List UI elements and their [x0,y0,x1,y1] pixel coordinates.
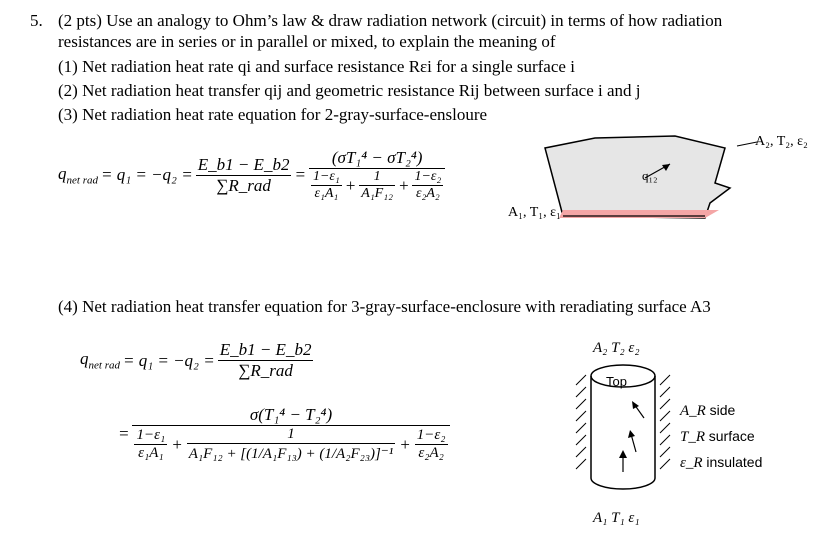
hatch-right [660,375,670,469]
enclosure-base [559,210,719,218]
eq1-frac-emissive: $\frac{E\_b1 - E\_b2}{\text{∑R\_rad}}$ [197,154,290,195]
item-2: (2) Net radiation heat transfer qij and geometric resistance Rij between surface i and j [58,81,641,100]
equation-1: $q_{net rad}$ = q₁ = −q₂ = $\frac{E\_b1 - E\_b2}{\text{∑R\_rad}}$ = (σT₁⁴ − σT₂⁴) $\frac{\text{1−ε₁}}{\text{ε₁A₁}}$ + $\frac{1}{\text{A₁F₁₂}}$ + $\frac{\text{1−ε₂}}{\text{ε₂A₂}}$ [58,148,445,202]
hatch-left [576,375,586,469]
cylinder-bottom [591,478,655,489]
fig2-bottom-label: A₁ T₁ ε₁ [593,510,640,526]
fig2-top-word: Top [606,374,627,389]
fig2-top-label: A₂ T₂ ε₂ [593,340,640,356]
eq2-frac-main: σ(T₁⁴ − T₂⁴) $\frac{\text{1−ε₁}}{\text{ε₁A₁}}$ + $\frac{1}{\text{A₁F₁₂ + [(1/A₁F₁₃) + (1/A₂F₂₃)]⁻¹}}$ + $\frac{\text{1−ε₂}}{\text{ε₂A₂}}$ [132,405,449,463]
fig1-arrow-label: q₁₂ [642,168,658,183]
eq2-frac-emissive: $\frac{E\_b1 - E\_b2}{\text{∑R\_rad}}$ [219,340,312,380]
equation-2-line2: = σ(T₁⁴ − T₂⁴) $\frac{\text{1−ε₁}}{\text{ε₁A₁}}$ + $\frac{1}{\text{A₁F₁₂ + [(1/A₁F₁₃) + (1/A₂F₂₃)]⁻¹}}$ + $\frac{\text{1−ε₂}}{\text{ε₂A₂}}$ [118,405,450,463]
item-3: (3) Net radiation heat rate equation for 2-gray-surface-ensloure [58,105,488,124]
problem-statement-line2: resistances are in series or in parallel or mixed, to explain the meaning of [58,32,556,51]
item-1: (1) Net radiation heat rate qi and surface resistance Rεi for a single surface i [58,57,575,76]
item-4: (4) Net radiation heat transfer equation for 3-gray-surface-enclosure with reradiating surface A3 [58,297,711,316]
eq1-frac-main: (σT₁⁴ − σT₂⁴) $\frac{\text{1−ε₁}}{\text{ε₁A₁}}$ + $\frac{1}{\text{A₁F₁₂}}$ + $\frac{\text{1−ε₂}}{\text{ε₂A₂}}$ [309,148,445,202]
fig1-bottom-label: A₁, T₁, ε₁ [508,205,561,220]
fig1-top-label: A₂, T₂, ε₂ [755,134,808,149]
enclosure-shell [545,136,730,218]
equation-2-line1: $q_{net rad}$ = q₁ = −q₂ = $\frac{E\_b1 - E\_b2}{\text{∑R\_rad}}$ [80,340,312,380]
problem-number: 5. [30,11,43,30]
fig2-side-labels: A_R side T_R surface ε_R insulated [680,402,763,471]
problem-statement-line1: (2 pts) Use an analogy to Ohm’s law & draw radiation network (circuit) in terms of how radiation [58,11,723,30]
